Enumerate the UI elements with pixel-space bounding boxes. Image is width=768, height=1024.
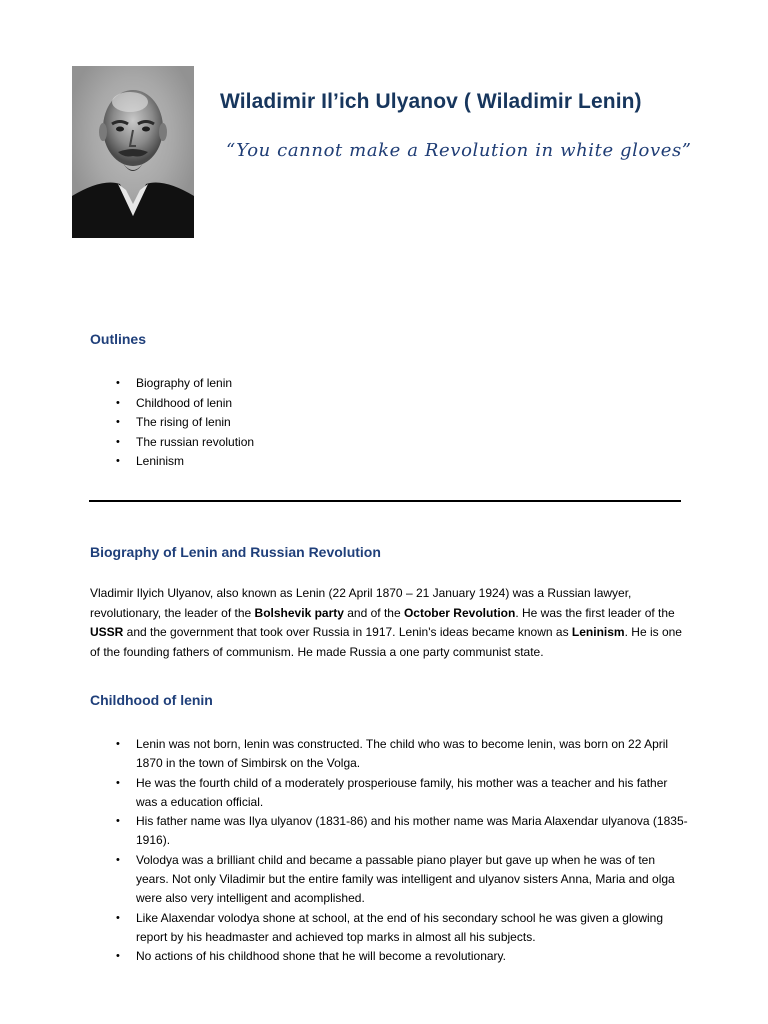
childhood-list [116, 735, 690, 967]
bullet: • [116, 911, 120, 924]
outlines-list [116, 374, 254, 472]
bio-text: Vladimir Ilyich Ulyanov, also known as Lenin (22 April 1870 – 21 January 1924) was a Russian lawyer, revolutionary, the leader of the [90, 586, 632, 620]
outline-item-text: The russian revolution [136, 434, 255, 449]
bullet: • [116, 738, 120, 750]
childhood-item [116, 735, 690, 774]
bio-bold-october-revolution: October Revolution [403, 605, 516, 620]
childhood-item-text: Lenin was not born, lenin was constructed. The child who was to become lenin, was born on 22 April 1870 in the town of Simbirsk on the Volga. [136, 737, 669, 771]
lenin-quote: “You cannot make a Revolution in white gloves” [226, 140, 692, 161]
outline-item [116, 452, 254, 472]
portrait-illustration [72, 66, 194, 238]
outline-item [116, 394, 254, 414]
outline-item-text: Leninism [136, 454, 185, 469]
childhood-item [116, 851, 690, 909]
childhood-item [116, 909, 690, 948]
outline-item-text: Childhood of lenin [136, 395, 233, 410]
outline-item [116, 433, 254, 453]
bullet: • [116, 950, 120, 963]
biography-paragraph [90, 584, 690, 662]
childhood-item-text: No actions of his childhood shone that he will become a revolutionary. [136, 949, 506, 964]
bio-text: and the government that took over Russia in 1917. Lenin's ideas became known as [123, 625, 572, 640]
childhood-item [116, 812, 690, 851]
document-title: Wiladimir Il’ich Ulyanov ( Wiladimir Lenin) [220, 90, 642, 113]
biography-heading: Biography of Lenin and Russian Revolution [90, 544, 381, 560]
bullet: • [116, 435, 120, 448]
outline-item [116, 413, 254, 433]
childhood-item-text: He was the fourth child of a moderately prosperiouse family, his mother was a teacher and his father was a education official. [136, 775, 668, 809]
childhood-item-text: Like Alaxendar volodya shone at school, at the end of his secondary school he was given a glowing report by his headmaster and achieved top marks in almost all his subjects. [136, 910, 664, 944]
bullet: • [116, 455, 120, 468]
childhood-item-text: His father name was Ilya ulyanov (1831-86) and his mother name was Maria Alaxendar ulyanova (1835-1916). [136, 814, 688, 848]
bullet: • [116, 377, 120, 389]
outline-item-text: Biography of lenin [136, 376, 233, 390]
lenin-portrait-image [72, 66, 194, 238]
bullet: • [116, 416, 120, 429]
outline-item-text: The rising of lenin [136, 415, 231, 430]
childhood-item-text: Volodya was a brilliant child and became a passable piano player but gave up when he was of ten years. Not only Viladimir but the entire family was intelligent and ulyanov sisters Anna, Maria and olga were also very intelligent and acomplished. [136, 852, 675, 906]
bullet: • [116, 815, 120, 828]
childhood-item [116, 947, 690, 966]
bio-text: . He was the first leader of the [515, 605, 675, 620]
bio-bold-ussr: USSR [90, 625, 124, 640]
bullet: • [116, 396, 120, 409]
bio-bold-leninism: Leninism [571, 625, 625, 640]
childhood-item [116, 774, 690, 813]
childhood-heading: Childhood of lenin [90, 692, 213, 708]
horizontal-divider [89, 500, 681, 502]
bullet: • [116, 776, 120, 789]
bio-text: and of the [343, 605, 404, 620]
bio-bold-bolshevik: Bolshevik party [254, 605, 344, 620]
outline-item [116, 374, 254, 394]
bullet: • [116, 853, 120, 866]
bio-text: . He is one of the founding fathers of communism. He made Russia a one party communist state. [90, 625, 682, 659]
outlines-heading: Outlines [90, 331, 147, 347]
